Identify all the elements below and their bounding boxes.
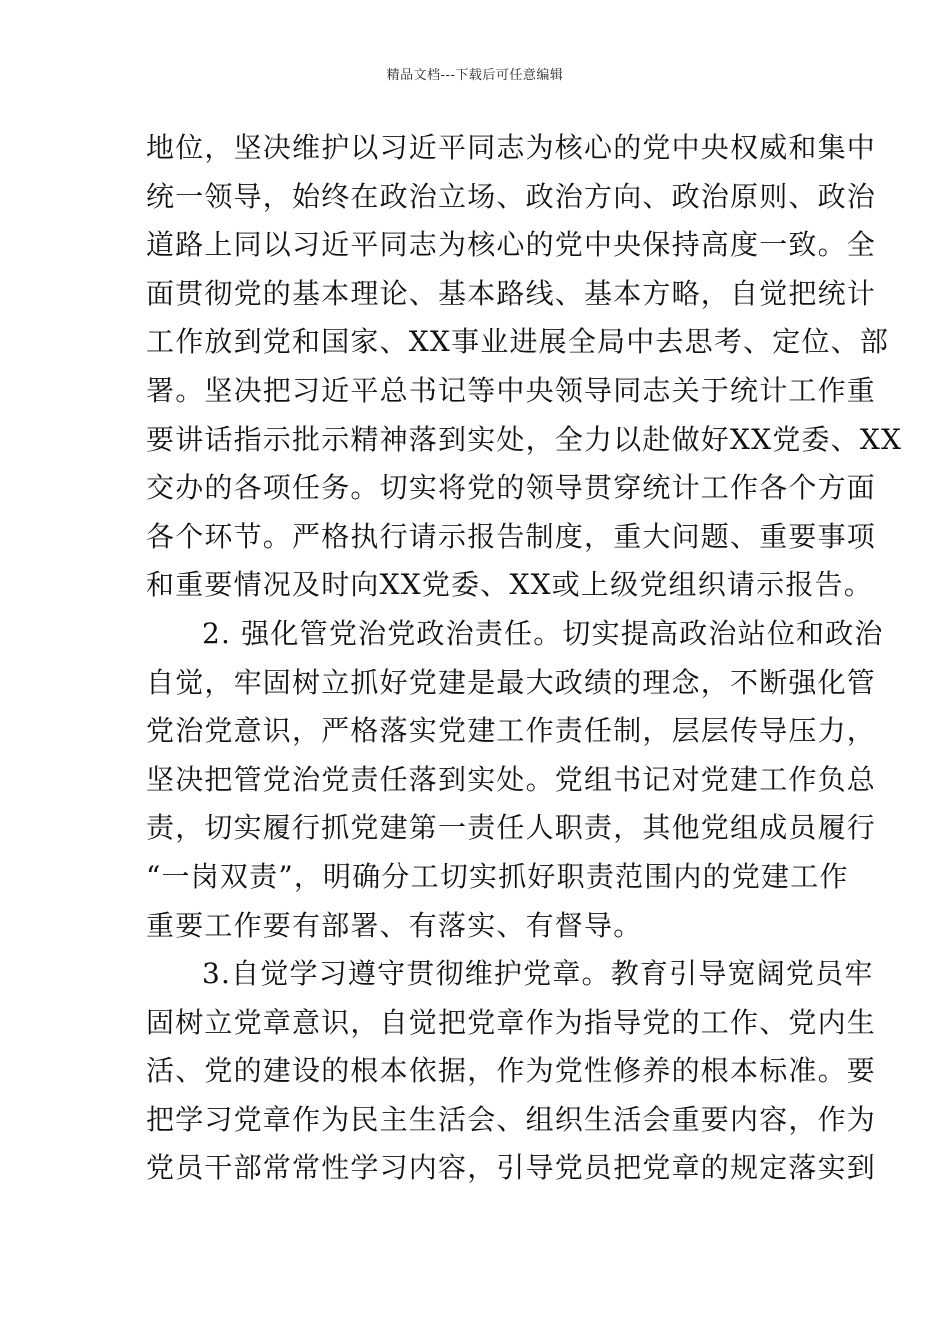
- body-line: 统一领导，始终在政治立场、政治方向、政治原则、政治: [146, 179, 877, 213]
- body-line: “一岗双责”，明确分工切实抓好职责范围内的党建工作: [146, 859, 849, 893]
- body-line: 活、党的建设的根本依据，作为党性修养的根本标准。要: [146, 1054, 877, 1088]
- body-line: 党治党意识，严格落实党建工作责任制，层层传导压力，: [146, 714, 877, 748]
- body-line: 道路上同以习近平同志为核心的党中央保持高度一致。全: [146, 228, 877, 262]
- body-line: 重要工作要有部署、有落实、有督导。: [146, 908, 643, 942]
- body-line: 工作放到党和国家、XX事业进展全局中去思考、定位、部: [146, 325, 890, 359]
- paragraph-2-first-line: 2. 强化管党治党政治责任。切实提高政治站位和政治: [202, 616, 884, 650]
- body-line: 交办的各项任务。切实将党的领导贯穿统计工作各个方面: [146, 471, 877, 505]
- body-line: 各个环节。严格执行请示报告制度，重大问题、重要事项: [146, 519, 877, 553]
- body-line: 署。坚决把习近平总书记等中央领导同志关于统计工作重: [146, 373, 877, 407]
- body-line: 面贯彻党的基本理论、基本路线、基本方略，自觉把统计: [146, 276, 877, 310]
- body-line: 把学习党章作为民主生活会、组织生活会重要内容，作为: [146, 1102, 877, 1136]
- page-header: 精品文档---下载后可任意编辑: [386, 68, 564, 83]
- body-line: 固树立党章意识，自觉把党章作为指导党的工作、党内生: [146, 1005, 877, 1039]
- paragraph-3-first-line: 3.自觉学习遵守贯彻维护党章。教育引导宽阔党员牢: [202, 957, 874, 991]
- body-line: 自觉，牢固树立抓好党建是最大政绩的理念，不断强化管: [146, 665, 877, 699]
- body-line: 党员干部常常性学习内容，引导党员把党章的规定落实到: [146, 1151, 877, 1185]
- document-body: [146, 124, 903, 1193]
- body-line: 坚决把管党治党责任落到实处。党组书记对党建工作负总: [146, 762, 877, 796]
- body-line: 责，切实履行抓党建第一责任人职责，其他党组成员履行: [146, 811, 877, 845]
- body-line: 地位，坚决维护以习近平同志为核心的党中央权威和集中: [146, 131, 877, 164]
- body-line: 要讲话指示批示精神落到实处，全力以赴做好XX党委、XX: [146, 422, 903, 456]
- body-line: 和重要情况及时向XX党委、XX或上级党组织请示报告。: [146, 568, 873, 602]
